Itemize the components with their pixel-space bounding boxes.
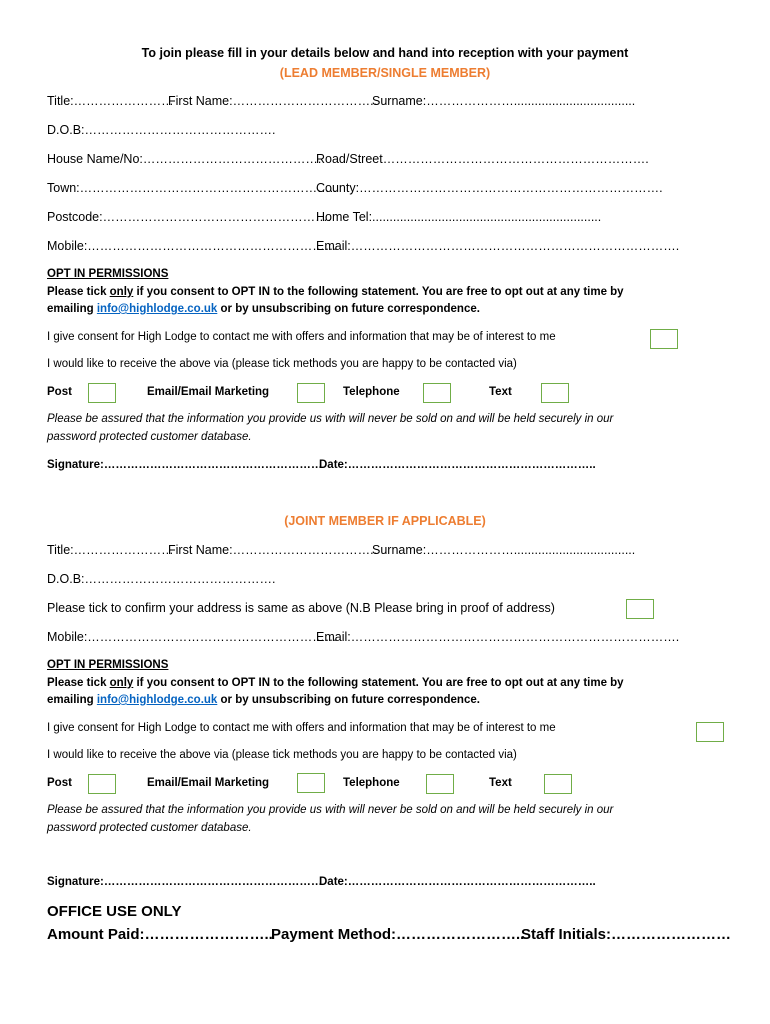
first-name-field[interactable]: First Name:…………………………….. <box>168 94 378 108</box>
joint-email-marketing-checkbox[interactable] <box>297 773 325 793</box>
joint-assurance-text: Please be assured that the information you provide us with will never be sold on and will be held securely in our <box>47 804 614 816</box>
joint-signature-field[interactable]: Signature:………………………………………………… <box>47 876 323 888</box>
surname-field[interactable]: Surname:…………………................................... <box>372 94 636 108</box>
amount-paid-field[interactable]: Amount Paid:…………………….. <box>47 926 273 943</box>
signature-field[interactable]: Signature:………………………………………………… <box>47 459 323 471</box>
text-checkbox[interactable] <box>541 383 569 403</box>
joint-first-name-field[interactable]: First Name:…………………………….. <box>168 543 378 557</box>
mobile-field[interactable]: Mobile:…………………………………………………… <box>47 239 338 253</box>
joint-dob-field[interactable]: D.O.B:………………………………………. <box>47 572 276 586</box>
joint-text-label: Text <box>489 777 512 789</box>
joint-opt-in-statement-2: emailing info@highlodge.co.uk or by unsubscribing on future correspondence. <box>47 694 480 706</box>
joint-email-field[interactable]: Email:……………………………………………………………………. <box>316 630 680 644</box>
joint-telephone-checkbox[interactable] <box>426 774 454 794</box>
joint-post-label: Post <box>47 777 72 789</box>
house-field[interactable]: House Name/No:……………………………………. <box>47 152 322 166</box>
consent-text: I give consent for High Lodge to contact me with offers and information that may be of interest to me <box>47 331 556 343</box>
post-label: Post <box>47 386 72 398</box>
joint-consent-checkbox[interactable] <box>696 722 724 742</box>
road-field[interactable]: Road/Street………………………………………………………. <box>316 152 649 166</box>
opt-in-statement-2: emailing info@highlodge.co.uk or by unsubscribing on future correspondence. <box>47 303 480 315</box>
joint-email-marketing-label: Email/Email Marketing <box>147 777 270 789</box>
staff-initials-field[interactable]: Staff Initials:…………………… <box>521 926 732 943</box>
address-confirm-text: Please tick to confirm your address is same as above (N.B Please bring in proof of address) <box>47 601 555 615</box>
title-field[interactable]: Title:…………………… <box>47 94 174 108</box>
assurance-text-2: password protected customer database. <box>47 431 252 443</box>
joint-opt-in-heading: OPT IN PERMISSIONS <box>47 659 169 671</box>
date-field[interactable]: Date:……………………………………………………….. <box>319 459 596 471</box>
county-field[interactable]: County:………………………………………………………………. <box>316 181 663 195</box>
joint-member-heading: (JOINT MEMBER IF APPLICABLE) <box>284 514 486 528</box>
joint-consent-text: I give consent for High Lodge to contact me with offers and information that may be of interest to me <box>47 722 556 734</box>
joint-telephone-label: Telephone <box>343 777 400 789</box>
assurance-text: Please be assured that the information you provide us with will never be sold on and will be held securely in our <box>47 413 614 425</box>
dob-field[interactable]: D.O.B:………………………………………. <box>47 123 276 137</box>
consent-checkbox[interactable] <box>650 329 678 349</box>
home-tel-field[interactable]: Home Tel:.................................................................. <box>316 210 602 224</box>
email-marketing-checkbox[interactable] <box>297 383 325 403</box>
address-confirm-checkbox[interactable] <box>626 599 654 619</box>
form-heading: To join please fill in your details below and hand into reception with your payment <box>141 46 629 60</box>
lead-member-heading: (LEAD MEMBER/SINGLE MEMBER) <box>279 66 491 80</box>
joint-text-checkbox[interactable] <box>544 774 572 794</box>
post-checkbox[interactable] <box>88 383 116 403</box>
email-field[interactable]: Email:……………………………………………………………………. <box>316 239 680 253</box>
telephone-label: Telephone <box>343 386 400 398</box>
joint-title-field[interactable]: Title:…………………… <box>47 543 174 557</box>
joint-receive-text: I would like to receive the above via (please tick methods you are happy to be contacted via) <box>47 749 517 761</box>
joint-opt-in-statement: Please tick only if you consent to OPT IN to the following statement. You are free to opt out at any time by <box>47 677 624 689</box>
opt-in-statement: Please tick only if you consent to OPT IN to the following statement. You are free to opt out at any time by <box>47 286 624 298</box>
text-label: Text <box>489 386 512 398</box>
joint-email-link[interactable]: info@highlodge.co.uk <box>96 694 218 706</box>
office-use-heading: OFFICE USE ONLY <box>47 903 182 920</box>
receive-text: I would like to receive the above via (please tick methods you are happy to be contacted via) <box>47 358 517 370</box>
joint-post-checkbox[interactable] <box>88 774 116 794</box>
joint-surname-field[interactable]: Surname:…………………................................... <box>372 543 636 557</box>
joint-date-field[interactable]: Date:……………………………………………………….. <box>319 876 596 888</box>
payment-method-field[interactable]: Payment Method:…………………….. <box>271 926 525 943</box>
joint-assurance-text-2: password protected customer database. <box>47 822 252 834</box>
joint-mobile-field[interactable]: Mobile:…………………………………………………… <box>47 630 338 644</box>
telephone-checkbox[interactable] <box>423 383 451 403</box>
email-link[interactable]: info@highlodge.co.uk <box>96 303 218 315</box>
postcode-field[interactable]: Postcode:………………………………………………. <box>47 210 332 224</box>
opt-in-heading: OPT IN PERMISSIONS <box>47 268 169 280</box>
town-field[interactable]: Town:…………………………………………………….. <box>47 181 337 195</box>
email-marketing-label: Email/Email Marketing <box>147 386 270 398</box>
